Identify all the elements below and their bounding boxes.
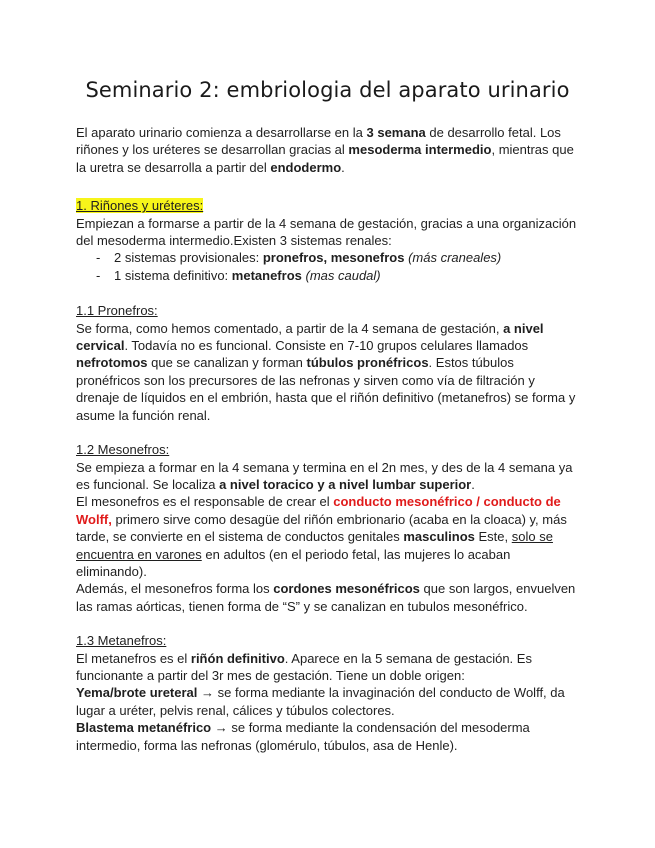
text: → se forma mediante la condensación del mesoderma intermedio, forma las nefronas (glomérulo, túbulos, asa de Henle). (76, 720, 530, 753)
mesonefros-paragraph-3 (76, 580, 581, 615)
list-item (96, 267, 581, 284)
section-heading-rinones (76, 197, 581, 214)
text: en adultos (en el periodo fetal, las mujeres lo acaban eliminando). (76, 546, 511, 579)
underlined-heading: 1.2 Mesonefros: (76, 442, 170, 458)
underlined-heading: 1.3 Metanefros: (76, 633, 167, 649)
bold-text: a nivel cervical (76, 320, 544, 354)
text: . (471, 476, 475, 492)
intro-text: de desarrollo fetal. Los riñones y los uréteres se desarrollan gracias al (76, 125, 561, 158)
bold-text: a nivel toracico y a nivel lumbar superior (219, 476, 472, 492)
intro-bold: endodermo (270, 159, 342, 175)
bold-text: cordones mesonéfricos (273, 581, 420, 597)
list-item-bold: metanefros (231, 267, 302, 283)
mesonefros-paragraph-1 (76, 459, 581, 494)
text: → se forma mediante la invaginación del conducto de Wolff, da lugar a uréter, pelvis renal, cálices y túbulos colectores. (76, 685, 565, 718)
list-item-text: 2 sistemas provisionales: (114, 250, 263, 266)
bold-text: Yema/brote ureteral (76, 685, 198, 701)
text: Este, (474, 529, 512, 545)
text: . Todavía no es funcional. Consiste en 7-10 grupos celulares llamados (124, 338, 529, 354)
list-item-bold: pronefros, mesonefros (262, 250, 405, 266)
section-heading-pronefros (76, 302, 581, 319)
metanefros-paragraph-1 (76, 650, 581, 685)
bold-text: masculinos (403, 529, 475, 545)
text: Además, el mesonefros forma los (76, 581, 274, 597)
document-title: Seminario 2: embriologia del aparato urinario (85, 78, 570, 102)
intro-text: El aparato urinario comienza a desarrollarse en la (76, 125, 367, 140)
metanefros-paragraph-2 (76, 684, 581, 719)
text: que son largos, envuelven las ramas aórticas, tienen forma de “S” y se canalizan en tubulos mesonéfrico. (76, 581, 576, 614)
bold-text: Blastema metanéfrico (76, 720, 212, 736)
intro-bold: mesoderma intermedio (348, 142, 492, 158)
metanefros-paragraph-3 (76, 719, 581, 754)
section-heading-mesonefros (76, 441, 581, 458)
highlighted-heading: 1. Riñones y uréteres: (76, 198, 204, 214)
text: El metanefros es el (76, 650, 191, 666)
intro-paragraph (76, 124, 581, 176)
text: que se canalizan y forman (147, 355, 307, 371)
bold-text: nefrotomos (76, 355, 148, 371)
text: primero sirve como desagüe del riñón embrionario (acaba en la cloaca) y, más tarde, se convierte en el sistema de conductos genitales (76, 511, 567, 545)
bold-text: riñón definitivo (190, 650, 285, 666)
text: . Estos túbulos pronéfricos son los precursores de las nefronas y sirven como vía de filtración y drenaje de líquidos en el embrión, hasta que el riñón definitivo (metanefros) se forma y asume la función renal. (76, 355, 576, 423)
intro-text: . (341, 159, 345, 175)
text: El mesonefros es el responsable de crear el (76, 494, 334, 510)
list-item-italic: (más craneales) (408, 250, 502, 266)
underlined-text: solo se encuentra en varones (76, 529, 553, 562)
text: . Aparece en la 5 semana de gestación. Es funcionante a partir del 3r mes de gestación. Tiene un doble origen: (76, 650, 532, 683)
intro-text: , mientras que la uretra se desarrolla a partir del (76, 142, 574, 175)
intro-bold: 3 semana (366, 125, 426, 140)
section1-paragraph: Empiezan a formarse a partir de la 4 semana de gestación, gracias a una organización del mesoderma intermedio.Existen 3 sistemas renales: (76, 215, 577, 249)
document-body (76, 124, 581, 754)
section-heading-metanefros (76, 632, 581, 649)
red-bold-text: conducto mesonéfrico / conducto de Wolff, (76, 494, 561, 527)
pronefros-paragraph (76, 320, 581, 424)
underlined-heading: 1.1 Pronefros: (76, 303, 158, 319)
bold-text: túbulos pronéfricos (306, 355, 429, 371)
text: Se forma, como hemos comentado, a partir de la 4 semana de gestación, (76, 320, 504, 336)
list-item (96, 249, 581, 266)
renal-systems-list (76, 249, 581, 284)
list-item-text: 1 sistema definitivo: (114, 267, 232, 283)
list-item-italic: (mas caudal) (305, 267, 381, 283)
mesonefros-paragraph-2 (76, 493, 581, 580)
text: Se empieza a formar en la 4 semana y termina en el 2n mes, y des de la 4 semana ya es funcional. Se localiza (76, 459, 573, 492)
